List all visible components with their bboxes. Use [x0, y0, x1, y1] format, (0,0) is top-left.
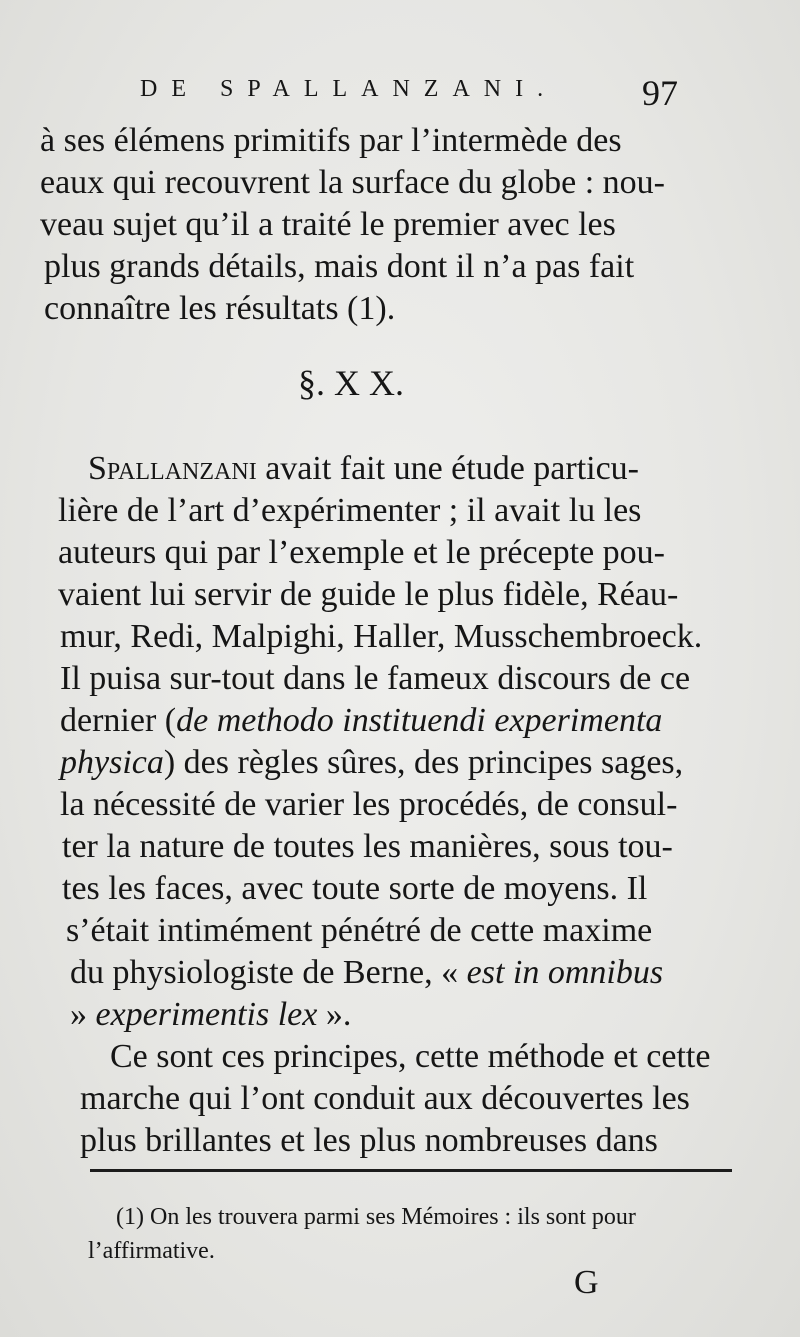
paragraph-2-line-text: ) des règles sûres, des principes sages, [163, 744, 684, 781]
paragraph-2-line-text: avait fait une étude particu- [256, 450, 640, 487]
paragraph-1-line: veau sujet qu’il a traité le premier avec les [40, 206, 616, 243]
running-head [140, 72, 700, 112]
paragraph-2-line: la nécessité de varier les procédés, de consul- [60, 786, 678, 823]
paragraph-2-line [60, 700, 662, 742]
footnote-line: l’affirmative. [88, 1238, 215, 1264]
paragraph-2-line: Il puisa sur-tout dans le fameux discours de ce [60, 660, 691, 697]
paragraph-3-line: plus brillantes et les plus nombreuses dans [80, 1122, 658, 1159]
page-number: 97 [642, 73, 678, 113]
footnote-line: (1) On les trouvera parmi ses Mémoires : ils sont pour [116, 1204, 636, 1230]
author-name-smallcaps: Spallanzani [88, 450, 257, 487]
paragraph-2-line [60, 742, 683, 784]
running-head-title: DE SPALLANZANI. [140, 76, 558, 102]
section-heading: §. X X. [298, 363, 404, 403]
paragraph-2-line-text: du physiologiste de Berne, « [70, 954, 467, 991]
paragraph-2-line: mur, Redi, Malpighi, Haller, Musschembroeck. [60, 618, 703, 655]
footnote-rule [90, 1169, 732, 1172]
paragraph-2-line-text: ». [317, 996, 352, 1033]
paragraph-3-line: marche qui l’ont conduit aux découvertes les [80, 1080, 690, 1117]
paragraph-2-line [88, 448, 639, 490]
latin-title-italic: physica [60, 744, 164, 781]
paragraph-2-line: vaient lui servir de guide le plus fidèle, Réau- [58, 576, 679, 613]
paragraph-2-line [70, 952, 663, 994]
paragraph-2-line-text: » [70, 996, 96, 1033]
paragraph-2-line: tes les faces, avec toute sorte de moyens. Il [62, 870, 648, 907]
paragraph-1-line: eaux qui recouvrent la surface du globe : nou- [40, 164, 665, 201]
paragraph-2-line: s’était intimément pénétré de cette maxime [66, 912, 653, 949]
paragraph-2-line: ter la nature de toutes les manières, sous tou- [62, 828, 673, 865]
paragraph-1-line: à ses élémens primitifs par l’intermède des [40, 122, 622, 159]
signature-mark: G [574, 1264, 599, 1301]
latin-quote-italic: experimentis lex [95, 996, 318, 1033]
paragraph-1-line: plus grands détails, mais dont il n’a pas fait [44, 248, 635, 285]
latin-quote-italic: est in omnibus [466, 954, 664, 991]
paragraph-2-line: lière de l’art d’expérimenter ; il avait lu les [58, 492, 642, 529]
paragraph-3-line: Ce sont ces principes, cette méthode et cette [110, 1038, 711, 1075]
latin-title-italic: de methodo instituendi experimenta [176, 702, 663, 739]
paragraph-1-line: connaître les résultats (1). [44, 290, 396, 327]
paragraph-2-line [70, 994, 351, 1036]
paragraph-2-line: auteurs qui par l’exemple et le précepte pou- [58, 534, 666, 571]
paragraph-2-line-text: dernier ( [60, 702, 177, 739]
